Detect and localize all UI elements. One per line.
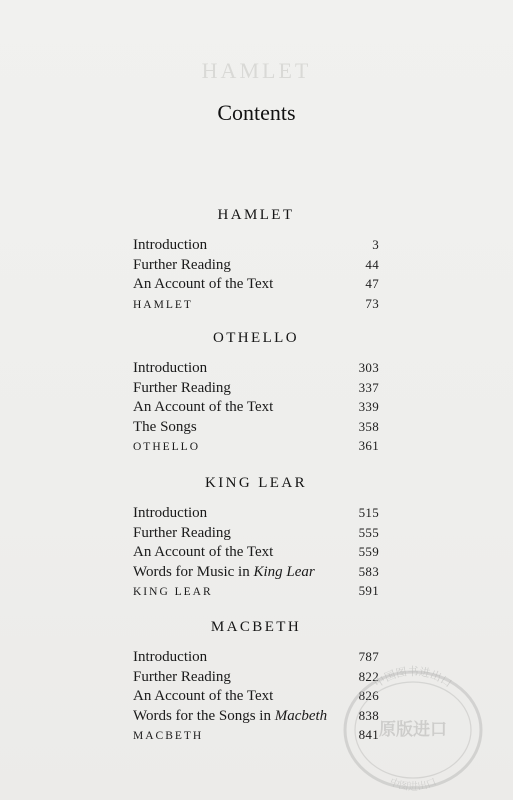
- section-title: OTHELLO: [213, 330, 299, 346]
- label-italic-title: Macbeth: [274, 707, 328, 724]
- toc-entry-label: An Account of the Text: [133, 276, 274, 292]
- page-title: Contents: [217, 100, 296, 125]
- toc-entry-page: 339: [358, 399, 379, 414]
- toc-entry-label: An Account of the Text: [133, 688, 274, 704]
- toc-entry-page: 838: [358, 707, 379, 723]
- toc-entry[interactable]: [133, 378, 379, 398]
- toc-entry-page: 303: [358, 360, 379, 375]
- toc-entry-page: 73: [365, 295, 379, 311]
- toc-entry-label: KING LEAR: [133, 586, 213, 598]
- toc-entry-label: [133, 707, 327, 727]
- toc-entry[interactable]: [133, 542, 379, 562]
- toc-entry-page: 3: [372, 237, 379, 252]
- stamp-bottom-text: 中图进出口: [387, 776, 439, 793]
- toc-entry-page: 591: [358, 583, 379, 598]
- toc-entry-page: 361: [358, 438, 379, 453]
- toc-entry[interactable]: [133, 358, 379, 378]
- toc-entry-page: 841: [358, 727, 379, 742]
- section-king-lear: [133, 473, 379, 601]
- toc-entry-label: An Account of the Text: [133, 544, 274, 560]
- toc-entry-label: OTHELLO: [133, 441, 201, 453]
- label-italic-title: King Lear: [253, 563, 315, 580]
- stamp-top-text: 中国图书进出口: [371, 665, 455, 691]
- toc-entry-page: 559: [358, 544, 379, 559]
- toc-entry-label: [133, 563, 315, 583]
- toc-entry[interactable]: [133, 417, 379, 437]
- toc-entry-page: 583: [358, 563, 379, 579]
- label-prefix: Words for the Songs in: [133, 707, 275, 724]
- toc-entry[interactable]: [133, 503, 379, 523]
- label-prefix: Words for Music in: [133, 563, 254, 580]
- section-title: KING LEAR: [204, 475, 307, 491]
- toc-entry-page: 337: [358, 379, 379, 395]
- toc-entry[interactable]: [133, 397, 379, 417]
- toc-entry-page: 826: [358, 688, 379, 703]
- toc-entry-page: 44: [365, 256, 379, 272]
- toc-entry[interactable]: [133, 523, 379, 543]
- toc-entry-label: Further Reading: [133, 256, 231, 273]
- ghost-header-text: HAMLET: [201, 58, 312, 83]
- section-hamlet: [133, 205, 379, 313]
- toc-entry-label: Introduction: [133, 360, 208, 376]
- toc-entry-page: 555: [358, 524, 379, 540]
- section-title: HAMLET: [217, 207, 295, 223]
- toc-entry-page: 787: [358, 649, 379, 664]
- toc-entry-label: MACBETH: [133, 730, 204, 742]
- toc-entry-label: Further Reading: [133, 379, 231, 396]
- toc-entry[interactable]: [133, 255, 379, 275]
- section-title: MACBETH: [210, 619, 302, 635]
- toc-entry-label: Further Reading: [133, 524, 231, 541]
- toc-entry[interactable]: [133, 235, 379, 255]
- toc-entry-label: Further Reading: [133, 668, 231, 685]
- toc-entry-label: The Songs: [133, 418, 197, 435]
- toc-entry[interactable]: [133, 274, 379, 294]
- toc-entry-label: Introduction: [133, 649, 208, 665]
- toc-entry-label: HAMLET: [133, 298, 193, 311]
- toc-entry-play[interactable]: [133, 294, 379, 314]
- stamp-center-text: 原版进口: [379, 720, 447, 740]
- toc-entry-play[interactable]: [133, 436, 379, 456]
- toc-entry-play[interactable]: [133, 581, 379, 601]
- toc-entry-page: 515: [358, 505, 379, 520]
- watermark-stamp-icon: [333, 655, 493, 795]
- toc-entry-page: 822: [358, 668, 379, 684]
- toc-entry-label: Introduction: [133, 237, 208, 253]
- toc-entry-page: 358: [358, 418, 379, 434]
- toc-entry-label: An Account of the Text: [133, 399, 274, 415]
- toc-entry[interactable]: [133, 562, 379, 582]
- toc-entry-label: Introduction: [133, 505, 208, 521]
- toc-entry-page: 47: [365, 276, 379, 291]
- section-othello: [133, 328, 379, 456]
